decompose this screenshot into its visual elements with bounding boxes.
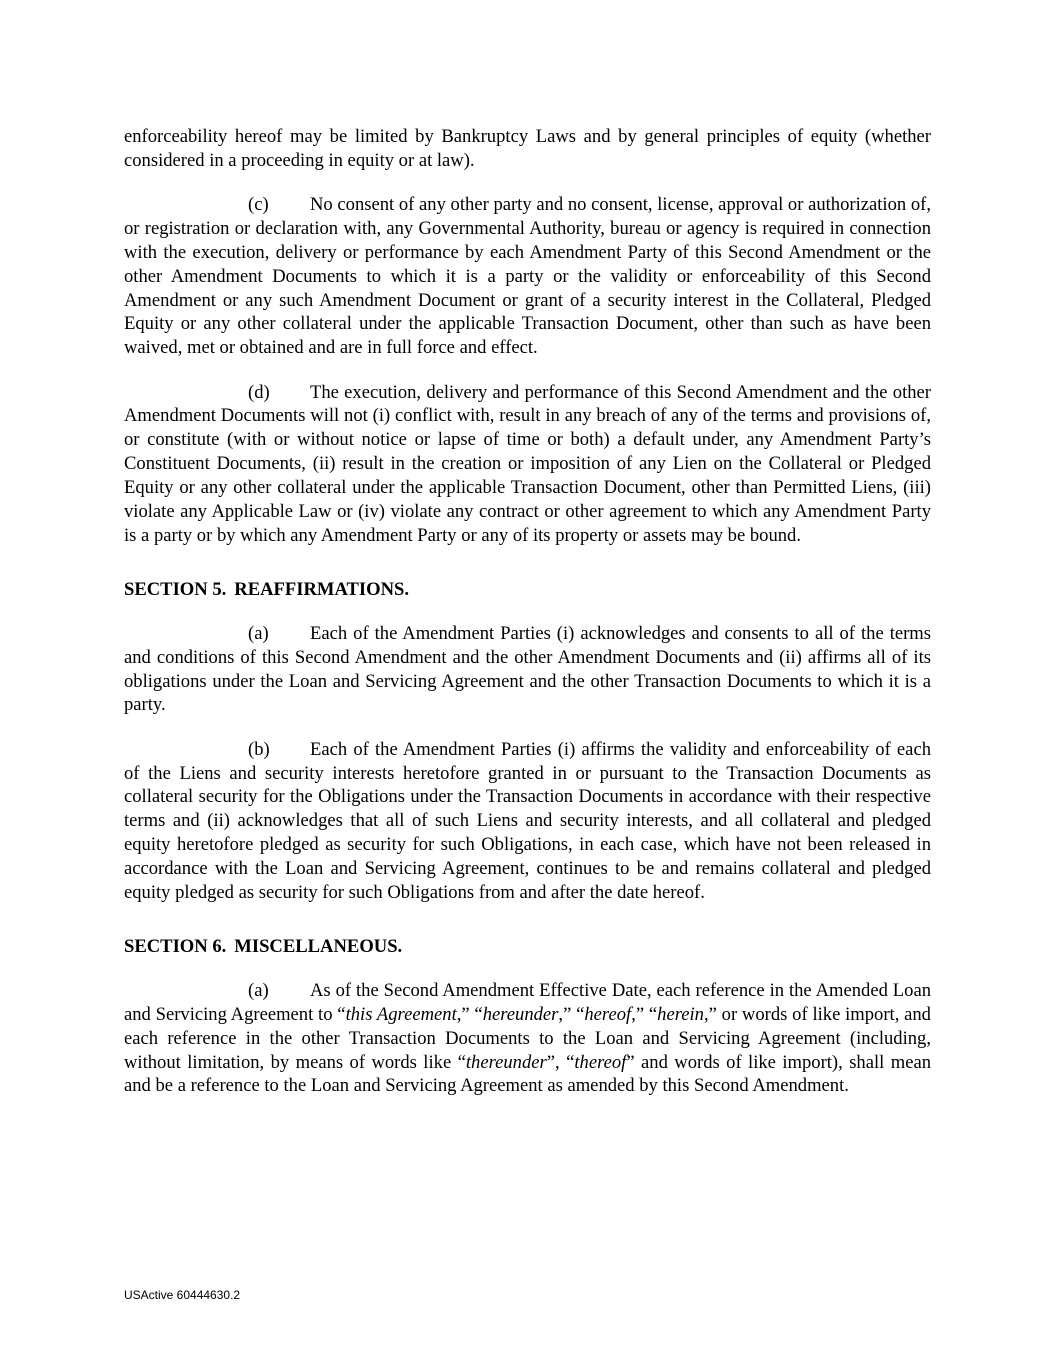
defined-term: herein [657,1003,704,1025]
paragraph-text: Each of the Amendment Parties (i) acknowledges and consents to all of the terms and conditions of this Second Amendment and the other Amendment Documents and (ii) affirms all of its obligations under the Loan and Servicing Agreement and the other Transaction Documents to which it is a party. [124,622,931,716]
text-run: ,” or words of like import, and each reference in the other Transaction Documents to the Loan and Servicing Agreement (including, without limitation, by means of words like “ [124,1003,931,1073]
continued-paragraph [124,125,931,173]
text-run: ”, “ [546,1051,575,1073]
paragraph-label: (c) [248,194,269,216]
section-6-paragraph-a [124,979,931,1098]
defined-term: this Agreement [345,1003,457,1025]
paragraph-d [124,381,931,548]
section-title: REAFFIRMATIONS. [234,578,410,600]
text-run: ,” “ [558,1003,585,1025]
text-run: ,” “ [631,1003,658,1025]
document-page [124,125,931,1119]
section-5-paragraph-b [124,738,931,905]
document-id-footer: USActive 60444630.2 [124,1288,241,1302]
defined-term: hereunder [482,1003,559,1025]
paragraph-label: (b) [248,738,270,760]
section-title: MISCELLANEOUS. [234,935,403,957]
defined-term: thereunder [465,1051,547,1073]
paragraph-label: (a) [248,979,269,1001]
paragraph-c [124,193,931,360]
section-number: SECTION 6. [124,935,227,957]
paragraph-text: enforceability hereof may be limited by Bankruptcy Laws and by general principles of equity (whether considered in a proceeding in equity or at law). [124,126,931,171]
defined-term: thereof [574,1051,627,1073]
text-run: ” and words of like import), shall mean and be a reference to the Loan and Servicing Agreement as amended by this Second Amendment. [124,1051,931,1097]
section-5-heading [124,578,931,602]
section-number: SECTION 5. [124,578,227,600]
text-run: As of the Second Amendment Effective Date, each reference in the Amended Loan and Servicing Agreement to “ [124,979,931,1025]
paragraph-label: (d) [248,381,270,403]
defined-term: hereof [584,1003,632,1025]
paragraph-label: (a) [248,622,269,644]
section-6-heading [124,935,931,959]
section-5-paragraph-a [124,622,931,717]
paragraph-text: Each of the Amendment Parties (i) affirms the validity and enforceability of each of the Liens and security interests heretofore granted in or pursuant to the Transaction Documents as collateral security for the Obligations under the Transaction Documents in accordance with their respective terms and (ii) acknowledges that all of such Liens and security interests, and all collateral and pledged equity heretofore pledged as security for such Obligations, in each case, which have not been released in accordance with the Loan and Servicing Agreement, continues to be and remains collateral and pledged equity pledged as security for such Obligations from and after the date hereof. [124,738,931,903]
text-run: ,” “ [456,1003,483,1025]
paragraph-text: No consent of any other party and no consent, license, approval or authorization of, or registration or declaration with, any Governmental Authority, bureau or agency is required in connection with the execution, delivery or performance by each Amendment Party of this Second Amendment or the other Amendment Documents to which it is a party or the validity or enforceability of this Second Amendment or any such Amendment Document or grant of a security interest in the Collateral, Pledged Equity or any other collateral under the applicable Transaction Document, other than such as have been waived, met or obtained and are in full force and effect. [124,194,931,359]
paragraph-text: The execution, delivery and performance of this Second Amendment and the other Amendment Documents will not (i) conflict with, result in any breach of any of the terms and provisions of, or constitute (with or without notice or lapse of time or both) a default under, any Amendment Party’s Constituent Documents, (ii) result in the creation or imposition of any Lien on the Collateral or Pledged Equity or any other collateral under the applicable Transaction Document, other than Permitted Liens, (iii) violate any Applicable Law or (iv) violate any contract or other agreement to which any Amendment Party is a party or by which any Amendment Party or any of its property or assets may be bound. [124,381,931,546]
